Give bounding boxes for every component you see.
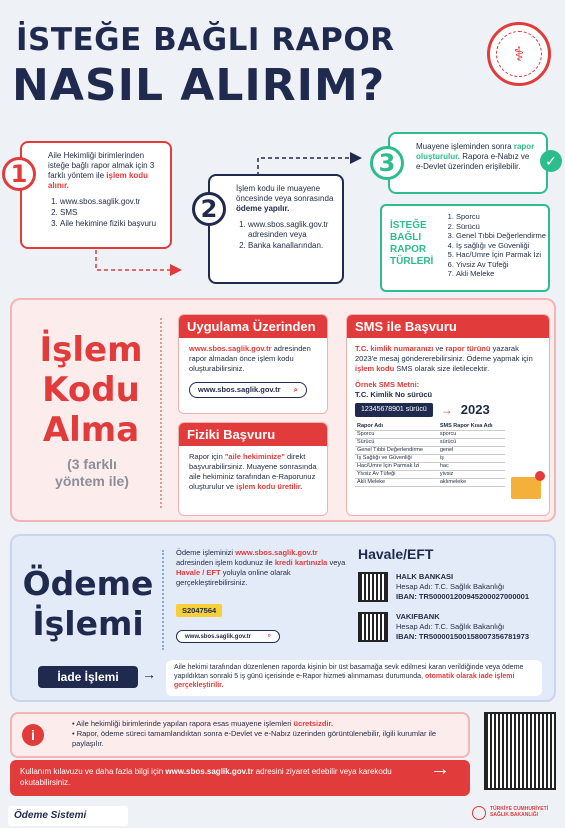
divider [162,550,164,650]
table-cell: Sürücü [355,439,438,447]
step-2-card [208,174,344,284]
title-word: Ödeme [22,564,154,603]
report-types-list [446,212,546,279]
sms-panel-body [347,338,549,493]
table-row [355,447,505,455]
bank-qr-code [358,612,388,642]
app-panel-body [179,338,327,404]
table-cell: İş Sağlığı ve Güvenliği [355,455,438,463]
bank-iban: IBAN: TR500001200945200027000001 [396,592,530,601]
footer-link[interactable]: www.sbos.saglik.gov.tr [165,767,254,776]
sms-example-value: 12345678901 sürücü [355,403,433,417]
step-3-highlight: rapor oluşturulur. [416,142,535,161]
table-row [355,463,505,471]
bank-account: Hesap Adı: T.C. Sağlık Bakanlığı [396,582,505,591]
step-1-number: 1 [2,157,36,191]
step-3-card [388,132,548,194]
report-type-item: 5. Hac/Umre İçin Parmak İzi [456,250,546,260]
step-2-item: 2. Banka kanallarından. [248,241,334,251]
info-highlight: ücretsizdir. [293,719,334,728]
sms-example-label: Örnek SMS Metni: [355,380,420,389]
table-cell: genel [438,447,505,455]
sms-example-format: T.C. Kimlik No sürücü [355,390,433,399]
title-word: İşlem [39,330,143,370]
arrow-right-icon: → [440,403,453,417]
step-2-number: 2 [192,192,226,226]
report-type-item: 6. Yivsiz Av Tüfeği [456,260,546,270]
ministry-logo-small [472,806,486,820]
table-row [355,479,505,487]
islem-kodu-title [16,330,166,450]
odeme-text-part: Havale / EFT [176,568,221,577]
physical-panel [178,422,328,516]
table-cell: iş [438,455,505,463]
envelope-icon [511,477,541,499]
arrow-right-icon: → [142,666,156,682]
table-cell: sürücü [438,439,505,447]
payment-code: S2047564 [176,604,222,617]
arrow-right-icon: → [430,758,450,780]
odeme-text-part: adresinden işlem kodunuz ile [176,558,273,567]
info-line: Rapor, ödeme süreci tamamlandıktan sonra e-Devlet ve e-Nabız üzerinden görüntülenebilir, ilgili kurumlar ile paylaşılır. [72,729,437,748]
physical-text-b: direkt başvurabilirsiniz. Muayene sonrasında aile hekiminiz tarafından e-Raporunuz oluşturulur ve [189,452,317,491]
odeme-text-part: Ödeme işleminizi [176,548,234,557]
physical-highlight: "aile hekiminize" [224,452,285,461]
info-text: • Aile hekimliği birimlerinde yapılan rapora esas muayene işlemleri ücretsizdir. • Rapor, ödeme süreci tamamlandıktan sonra e-Devlet ve e-Nabız üzerinden görüntülenebilir, ilgili kurumlar ile paylaşılır. [72,719,437,748]
sms-number: 2023 [460,402,490,417]
odeme-url-pill[interactable] [176,630,280,643]
title-word: Kodu [42,370,140,410]
odeme-sistemi-logo: Ödeme Sistemi [8,806,128,826]
table-cell: Sporcu [355,431,438,439]
step-1-item: 2. SMS [60,208,162,218]
table-cell: yivsiz [438,471,505,479]
odeme-text-part: yoluyla online olarak gerçekleştirebilirsiniz. [176,568,291,587]
footer-text-part: adresini ziyaret edebilir veya karekodu okutabilirsiniz. [20,767,392,787]
table-cell: Yivsiz Av Tüfeği [355,471,438,479]
physical-text-a: Rapor için [189,452,223,461]
search-icon: ⌕ [267,633,271,639]
title-line-2: NASIL ALIRIM? [12,60,386,111]
url-pill-text: www.sbos.saglik.gov.tr [198,385,281,394]
report-type-item: 7. Akli Meleke [456,269,546,279]
physical-panel-heading: Fiziki Başvuru [179,423,327,446]
sms-text: ve [435,344,444,353]
bank-name: VAKIFBANK [396,612,440,621]
app-panel-heading: Uygulama Üzerinden [179,315,327,338]
odeme-title [16,564,160,644]
iade-text: Aile hekimi tarafından düzenlenen raporda kişinin bir üst basamağa sevk edilmesi karan verildiğinde veya ödeme yapıldıktan sonraki 5 iş günü içerisinde e-Rapor hizmeti alınmaması durumunda, [174,664,524,680]
sms-example-row [355,403,541,417]
step-1-card [20,141,172,249]
app-panel [178,314,328,414]
sms-text: rapor türünü [445,344,491,353]
iade-label: İade İşlemi [38,666,138,688]
search-icon: ⌕ [293,385,298,394]
app-panel-text: adresinden rapor almadan önce işlem kodu oluşturabilirsiniz. [189,344,311,373]
info-bar [10,712,470,758]
bank-name: HALK BANKASI [396,572,454,581]
islem-kodu-subtitle: (3 farklı yöntem ile) [55,456,129,489]
footer-bar [10,760,470,796]
bank-qr-code [358,572,388,602]
havale-title: Havale/EFT [358,546,434,562]
report-types-title: İSTEĞE BAĞLI RAPOR TÜRLERİ [390,220,434,267]
step-3-intro: Muayene işleminden sonra [416,142,512,151]
physical-highlight-2: işlem kodu üretilir. [236,482,303,491]
bank-info [396,612,529,642]
sbos-link[interactable]: www.sbos.saglik.gov.tr [189,344,272,353]
checkmark-icon: ✓ [540,150,562,172]
sms-text: T.C. kimlik numaranızı [355,344,434,353]
islem-kodu-section [10,298,556,522]
odeme-section [10,534,556,702]
bank-info [396,572,529,602]
table-row [355,439,505,447]
footer-text-part: Kullanım kılavuzu ve daha fazla bilgi için [20,767,164,776]
table-cell: sporcu [438,431,505,439]
odeme-text-part: kredi kartınızla [274,558,328,567]
physical-panel-body [179,446,327,498]
sms-panel [346,314,550,516]
report-types-box [380,204,550,292]
report-type-item: 2. Sürücü [456,222,546,232]
step-1-intro: Aile Hekimliği birimlerinden isteğe bağlı rapor almak için 3 farklı yöntem ile [48,151,155,180]
iade-text-box [166,660,542,696]
odeme-link[interactable]: www.sbos.saglik.gov.tr [235,548,318,557]
sms-panel-heading: SMS ile Başvuru [347,315,549,338]
report-type-item: 3. Genel Tıbbi Değerlendirme [456,231,546,241]
step-1-item: 1. www.sbos.saglik.gov.tr [60,197,162,207]
url-pill-text: www.sbos.saglik.gov.tr [185,633,252,640]
sms-text: yazarak 2023'e mesaj göndererebilirsiniz. Ödeme yapmak için [355,344,533,363]
ministry-name: TÜRKİYE CUMHURİYETİ SAĞLIK BAKANLIĞI [490,806,549,818]
step-3-outro: Rapora e-Nabız ve e-Devlet üzerinden erişilebilir. [416,152,530,171]
table-row [355,455,505,463]
table-cell: Genel Tıbbi Değerlendirme [355,447,438,455]
url-pill[interactable] [189,382,307,398]
footer-text [20,766,410,788]
step-2-item: 1. www.sbos.saglik.gov.tr adresinden veya [248,220,334,240]
table-header: Rapor Adı [355,423,438,431]
divider [160,318,162,508]
step-2-intro: İşlem kodu ile muayene öncesinde veya sonrasında [236,184,334,203]
step-1-item: 3. Aile hekimine fiziki başvuru [60,219,162,229]
step-2-highlight: ödeme yapılır. [236,204,290,213]
table-cell: Hac/Umre İçin Parmak İzi [355,463,438,471]
table-cell: aklımeleke [438,479,505,487]
step-3-number: 3 [370,146,404,180]
title-word: Alma [42,410,140,450]
bank-iban: IBAN: TR500001500158007356781973 [396,632,530,641]
caduceus-icon: ⚕ [496,31,542,77]
table-cell: Akli Meleke [355,479,438,487]
odeme-text-part: veya [329,558,346,567]
sms-text: SMS olarak size iletilecektir. [396,364,490,373]
report-type-item: 4. İş sağlığı ve Güvenliği [456,241,546,251]
info-line: Aile hekimliği birimlerinde yapılan rapora esas muayene işlemleri [76,719,292,728]
bank-account: Hesap Adı: T.C. Sağlık Bakanlığı [396,622,505,631]
step-1-highlight: işlem kodu alınır. [48,171,149,190]
table-cell: hac [438,463,505,471]
report-type-item: 1. Sporcu [456,212,546,222]
table-row [355,431,505,439]
footer-qr-code [484,712,556,790]
info-icon: i [22,724,44,746]
odeme-text [176,548,346,588]
sms-table [355,423,505,487]
sms-text: işlem kodu [355,364,395,373]
title-word: İşlemi [32,604,144,643]
iade-highlight: otomatik olarak iade işlemi gerçekleştirilir. [174,673,515,689]
table-row [355,471,505,479]
table-header: SMS Rapor Kısa Adı [438,423,505,431]
title-line-1: İSTEĞE BAĞLI RAPOR [16,22,395,58]
